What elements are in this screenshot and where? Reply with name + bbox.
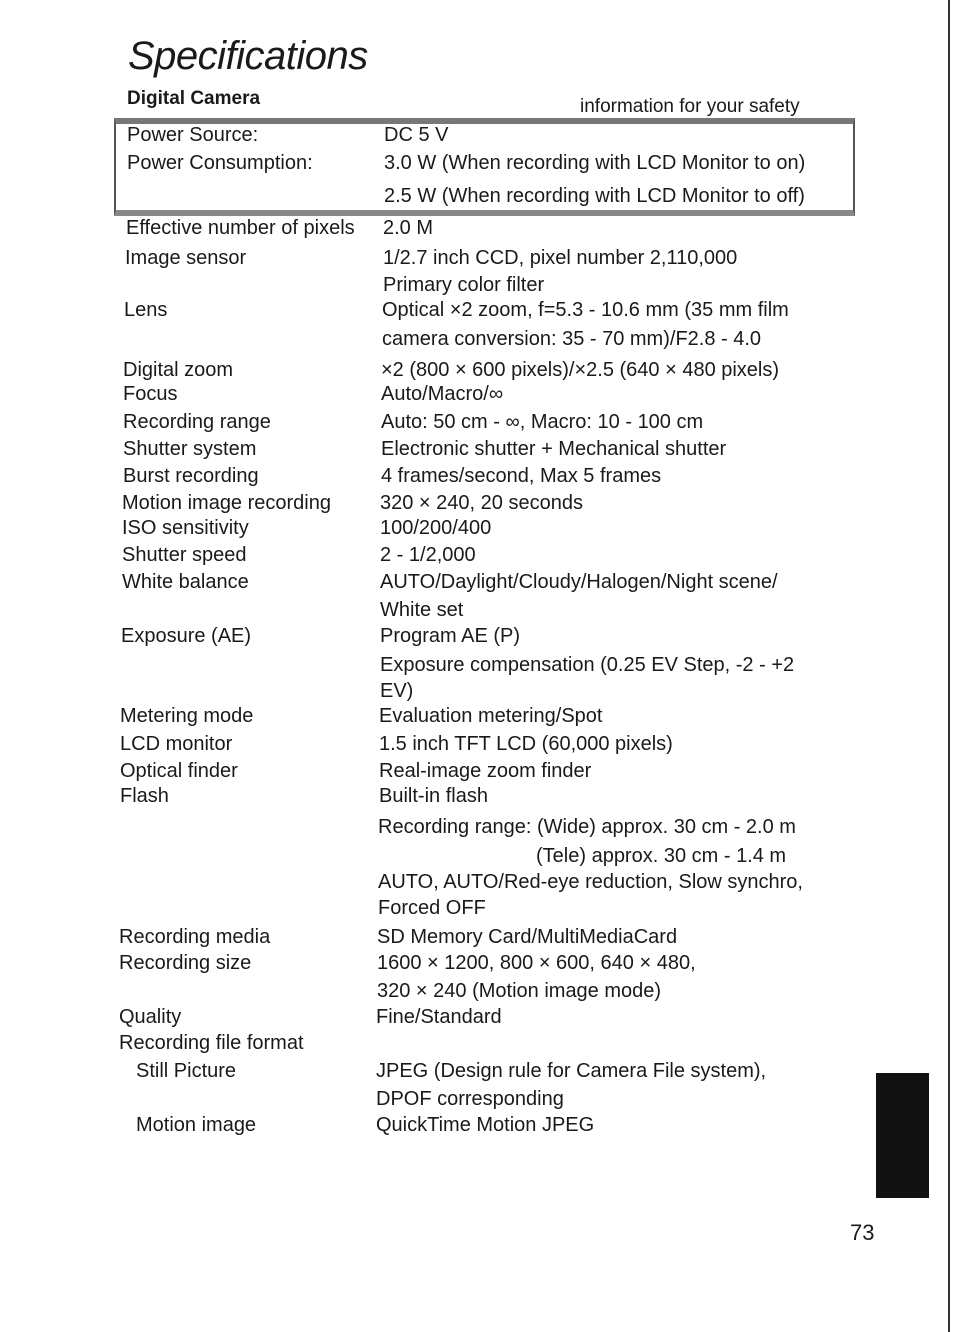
spec-row [0,731,954,757]
spec-row [0,758,954,784]
section-heading: Digital Camera [127,88,261,109]
spec-row [0,924,954,950]
spec-row [0,783,954,809]
spec-row [0,703,954,729]
spec-row [0,978,954,1004]
page-edge-rule [948,0,950,1332]
spec-label: Shutter system [123,438,257,460]
spec-value: 320 × 240 (Motion image mode) [377,980,662,1002]
spec-row [0,1030,954,1056]
spec-value: (Tele) approx. 30 cm - 1.4 m [536,845,787,867]
spec-label: Recording media [119,926,271,948]
spec-row [0,597,954,623]
spec-value: Fine/Standard [376,1006,502,1028]
spec-value: EV) [380,680,414,702]
spec-value: 2.5 W (When recording with LCD Monitor to off) [384,185,805,207]
spec-value: camera conversion: 35 - 70 mm)/F2.8 - 4.0 [382,328,762,350]
spec-row [0,1004,954,1030]
spec-value: ×2 (800 × 600 pixels)/×2.5 (640 × 480 pixels) [381,359,780,381]
spec-value: AUTO/Daylight/Cloudy/Halogen/Night scene/ [380,571,778,593]
spec-value: 2 - 1/2,000 [380,544,476,566]
spec-value: SD Memory Card/MultiMediaCard [377,926,678,948]
spec-value: 2.0 M [383,217,434,239]
spec-value: White set [380,599,464,621]
spec-row [0,652,954,678]
spec-row [0,122,954,148]
spec-value: Evaluation metering/Spot [379,705,603,727]
spec-row [0,381,954,407]
spec-label: Power Source: [127,124,259,146]
spec-row [0,950,954,976]
spec-label: Optical finder [120,760,238,782]
spec-label: Flash [120,785,169,807]
spec-label: ISO sensitivity [122,517,249,539]
spec-row [0,245,954,271]
safety-note: information for your safety [580,96,800,117]
spec-value: DPOF corresponding [376,1088,564,1110]
spec-value: Electronic shutter + Mechanical shutter [381,438,727,460]
spec-value: AUTO, AUTO/Red-eye reduction, Slow synchro, [378,871,803,893]
spec-row [0,843,954,869]
spec-label: Lens [124,299,168,321]
spec-value: Primary color filter [383,274,545,296]
spec-value: Real-image zoom finder [379,760,592,782]
spec-row [0,569,954,595]
spec-label: Recording range [123,411,271,433]
spec-value: 1.5 inch TFT LCD (60,000 pixels) [379,733,673,755]
spec-value: Program AE (P) [380,625,521,647]
page-number: 73 [850,1220,875,1245]
spec-value: Built-in flash [379,785,488,807]
spec-value: DC 5 V [384,124,449,146]
spec-label: Motion image recording [122,492,331,514]
spec-label: LCD monitor [120,733,233,755]
spec-value: Recording range: (Wide) approx. 30 cm - 2.0 m [378,816,796,838]
spec-row [0,215,954,241]
spec-value: Auto: 50 cm - ∞, Macro: 10 - 100 cm [381,411,704,433]
spec-value: 4 frames/second, Max 5 frames [381,465,662,487]
spec-row [0,183,954,209]
spec-label: Recording size [119,952,252,974]
spec-label: Motion image [136,1114,257,1136]
spec-row [0,678,954,704]
spec-value: Exposure compensation (0.25 EV Step, -2 - +2 [380,654,795,676]
spec-value: 1/2.7 inch CCD, pixel number 2,110,000 [383,247,738,269]
spec-value: 100/200/400 [380,517,492,539]
spec-value: 1600 × 1200, 800 × 600, 640 × 480, [377,952,696,974]
spec-row [0,490,954,516]
spec-value: 320 × 240, 20 seconds [380,492,583,514]
spec-label: Burst recording [123,465,259,487]
spec-row [0,409,954,435]
spec-row [0,357,954,383]
spec-label: Image sensor [125,247,247,269]
spec-value: Forced OFF [378,897,486,919]
spec-row [0,463,954,489]
spec-label: Power Consumption: [127,152,313,174]
spec-row [0,1086,954,1112]
spec-row [0,1112,954,1138]
spec-label: Shutter speed [122,544,247,566]
spec-label: Effective number of pixels [126,217,355,239]
page-title: Specifications [128,34,368,78]
spec-row [0,869,954,895]
spec-label: Still Picture [136,1060,237,1082]
spec-row [0,515,954,541]
spec-label: Focus [123,383,178,405]
spec-row [0,623,954,649]
spec-row [0,542,954,568]
spec-label: White balance [122,571,249,593]
spec-label: Digital zoom [123,359,234,381]
spec-row [0,272,954,298]
section-tab-marker [876,1073,929,1198]
spec-row [0,297,954,323]
spec-value: QuickTime Motion JPEG [376,1114,595,1136]
spec-row [0,895,954,921]
spec-label: Recording file format [119,1032,304,1054]
spec-row [0,150,954,176]
spec-label: Metering mode [120,705,254,727]
spec-row [0,1058,954,1084]
spec-label: Exposure (AE) [121,625,252,647]
spec-value: Auto/Macro/∞ [381,383,504,405]
spec-row [0,326,954,352]
spec-row [0,814,954,840]
spec-value: Optical ×2 zoom, f=5.3 - 10.6 mm (35 mm film [382,299,789,321]
spec-row [0,436,954,462]
spec-value: JPEG (Design rule for Camera File system), [376,1060,767,1082]
spec-label: Quality [119,1006,182,1028]
spec-value: 3.0 W (When recording with LCD Monitor to on) [384,152,806,174]
